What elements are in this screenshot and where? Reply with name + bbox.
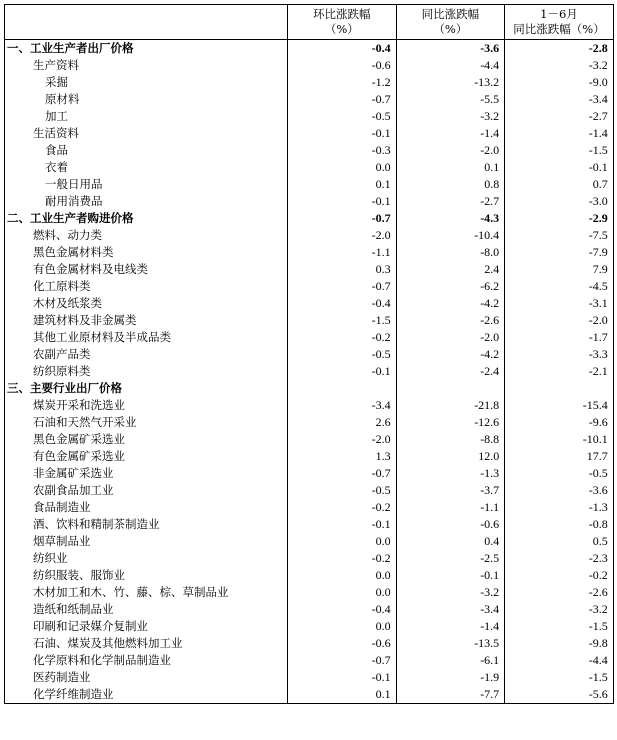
row-label: 医药制造业 — [5, 669, 288, 686]
yoy-value: -3.4 — [396, 601, 505, 618]
mom-value: -0.4 — [288, 601, 397, 618]
row-label: 酒、饮料和精制茶制造业 — [5, 516, 288, 533]
yoy-value: 0.8 — [396, 176, 505, 193]
table-row — [5, 516, 614, 533]
row-label: 纺织服装、服饰业 — [5, 567, 288, 584]
ytd-value: -2.0 — [505, 312, 614, 329]
table-row — [5, 414, 614, 431]
table-row — [5, 397, 614, 414]
mom-value: -1.2 — [288, 74, 397, 91]
yoy-value: -2.4 — [396, 363, 505, 380]
yoy-value: -2.7 — [396, 193, 505, 210]
row-label: 石油、煤炭及其他燃料加工业 — [5, 635, 288, 652]
mom-value: -0.4 — [288, 40, 397, 58]
mom-value: -1.1 — [288, 244, 397, 261]
table-row — [5, 176, 614, 193]
mom-value: -0.4 — [288, 295, 397, 312]
header-mom-line1: 环比涨跌幅 — [313, 7, 371, 21]
table-row — [5, 278, 614, 295]
row-label: 煤炭开采和洗选业 — [5, 397, 288, 414]
ytd-value: -1.5 — [505, 142, 614, 159]
header-ytd — [505, 5, 614, 40]
mom-value: 0.0 — [288, 567, 397, 584]
yoy-value: -1.3 — [396, 465, 505, 482]
ytd-value: 17.7 — [505, 448, 614, 465]
row-label: 三、主要行业出厂价格 — [5, 380, 288, 397]
header-mom-line2: （%） — [324, 22, 359, 36]
row-label: 生产资料 — [5, 57, 288, 74]
ytd-value: -7.5 — [505, 227, 614, 244]
table-row — [5, 244, 614, 261]
row-label: 化学原料和化学制品制造业 — [5, 652, 288, 669]
row-label: 纺织原料类 — [5, 363, 288, 380]
ytd-value: -3.3 — [505, 346, 614, 363]
yoy-value: -7.7 — [396, 686, 505, 704]
mom-value: -2.0 — [288, 431, 397, 448]
row-label: 木材加工和木、竹、藤、棕、草制品业 — [5, 584, 288, 601]
ytd-value: -1.5 — [505, 618, 614, 635]
mom-value: -0.2 — [288, 329, 397, 346]
mom-value: 0.0 — [288, 159, 397, 176]
row-label: 其他工业原材料及半成品类 — [5, 329, 288, 346]
yoy-value: -8.0 — [396, 244, 505, 261]
mom-value: -0.3 — [288, 142, 397, 159]
row-label: 生活资料 — [5, 125, 288, 142]
table-row — [5, 346, 614, 363]
mom-value: -1.5 — [288, 312, 397, 329]
mom-value: -0.1 — [288, 516, 397, 533]
table-row — [5, 125, 614, 142]
yoy-value: -1.1 — [396, 499, 505, 516]
row-label: 建筑材料及非金属类 — [5, 312, 288, 329]
table-header-row — [5, 5, 614, 40]
yoy-value: 2.4 — [396, 261, 505, 278]
row-label: 耐用消费品 — [5, 193, 288, 210]
row-label: 食品制造业 — [5, 499, 288, 516]
row-label: 木材及纸浆类 — [5, 295, 288, 312]
ytd-value: -10.1 — [505, 431, 614, 448]
table-row — [5, 193, 614, 210]
mom-value: -0.7 — [288, 91, 397, 108]
ytd-value: -1.5 — [505, 669, 614, 686]
ytd-value: -1.4 — [505, 125, 614, 142]
yoy-value: -5.5 — [396, 91, 505, 108]
table-row — [5, 550, 614, 567]
row-label: 一、工业生产者出厂价格 — [5, 40, 288, 58]
table-row — [5, 57, 614, 74]
mom-value: -0.1 — [288, 125, 397, 142]
yoy-value: -12.6 — [396, 414, 505, 431]
ytd-value: -3.1 — [505, 295, 614, 312]
row-label: 食品 — [5, 142, 288, 159]
row-label: 石油和天然气开采业 — [5, 414, 288, 431]
table-row — [5, 618, 614, 635]
mom-value: 0.1 — [288, 686, 397, 704]
yoy-value: 0.4 — [396, 533, 505, 550]
yoy-value: -0.6 — [396, 516, 505, 533]
table-row — [5, 210, 614, 227]
mom-value: -0.1 — [288, 669, 397, 686]
header-ytd-line1: 1－6月 — [540, 7, 578, 21]
yoy-value — [396, 380, 505, 397]
table-row — [5, 227, 614, 244]
row-label: 有色金属材料及电线类 — [5, 261, 288, 278]
row-label: 二、工业生产者购进价格 — [5, 210, 288, 227]
table-row — [5, 601, 614, 618]
mom-value: 0.0 — [288, 618, 397, 635]
ytd-value: -2.9 — [505, 210, 614, 227]
ytd-value: -4.5 — [505, 278, 614, 295]
table-row — [5, 584, 614, 601]
table-row — [5, 40, 614, 58]
yoy-value: -4.3 — [396, 210, 505, 227]
mom-value: -0.7 — [288, 465, 397, 482]
mom-value: -0.7 — [288, 210, 397, 227]
row-label: 化学纤维制造业 — [5, 686, 288, 704]
row-label: 非金属矿采选业 — [5, 465, 288, 482]
table-row — [5, 295, 614, 312]
table-row — [5, 431, 614, 448]
ytd-value: 7.9 — [505, 261, 614, 278]
ytd-value: -0.5 — [505, 465, 614, 482]
mom-value: -0.6 — [288, 635, 397, 652]
mom-value: 0.1 — [288, 176, 397, 193]
ytd-value: -7.9 — [505, 244, 614, 261]
yoy-value: -4.2 — [396, 346, 505, 363]
yoy-value: 12.0 — [396, 448, 505, 465]
ytd-value: 0.7 — [505, 176, 614, 193]
table-row — [5, 108, 614, 125]
table-row — [5, 465, 614, 482]
ytd-value: -1.7 — [505, 329, 614, 346]
row-label: 燃料、动力类 — [5, 227, 288, 244]
row-label: 化工原料类 — [5, 278, 288, 295]
ytd-value: -0.8 — [505, 516, 614, 533]
table-row — [5, 142, 614, 159]
yoy-value: -4.2 — [396, 295, 505, 312]
table-row — [5, 363, 614, 380]
mom-value: 2.6 — [288, 414, 397, 431]
ytd-value: -2.1 — [505, 363, 614, 380]
yoy-value: -6.1 — [396, 652, 505, 669]
table-row — [5, 482, 614, 499]
row-label: 有色金属矿采选业 — [5, 448, 288, 465]
row-label: 原材料 — [5, 91, 288, 108]
price-index-table — [4, 4, 614, 704]
row-label: 加工 — [5, 108, 288, 125]
row-label: 农副产品类 — [5, 346, 288, 363]
yoy-value: -2.0 — [396, 142, 505, 159]
ytd-value: -3.2 — [505, 601, 614, 618]
table-row — [5, 261, 614, 278]
header-ytd-line2: 同比涨跌幅（%） — [513, 22, 605, 36]
mom-value: 1.3 — [288, 448, 397, 465]
mom-value: -0.2 — [288, 499, 397, 516]
table-row — [5, 533, 614, 550]
ytd-value: -2.8 — [505, 40, 614, 58]
table-row — [5, 686, 614, 704]
table-body — [5, 40, 614, 704]
row-label: 衣着 — [5, 159, 288, 176]
ytd-value: 0.5 — [505, 533, 614, 550]
yoy-value: -13.2 — [396, 74, 505, 91]
yoy-value: 0.1 — [396, 159, 505, 176]
table-row — [5, 652, 614, 669]
yoy-value: -1.4 — [396, 125, 505, 142]
ytd-value: -0.1 — [505, 159, 614, 176]
ytd-value: -3.2 — [505, 57, 614, 74]
row-label: 造纸和纸制品业 — [5, 601, 288, 618]
header-mom — [288, 5, 397, 40]
yoy-value: -21.8 — [396, 397, 505, 414]
row-label: 一般日用品 — [5, 176, 288, 193]
ytd-value: -9.0 — [505, 74, 614, 91]
mom-value: 0.0 — [288, 533, 397, 550]
table-row — [5, 635, 614, 652]
mom-value: -0.7 — [288, 278, 397, 295]
yoy-value: -3.6 — [396, 40, 505, 58]
yoy-value: -1.9 — [396, 669, 505, 686]
table-row — [5, 74, 614, 91]
row-label: 烟草制品业 — [5, 533, 288, 550]
ytd-value: -2.7 — [505, 108, 614, 125]
table-row — [5, 329, 614, 346]
row-label: 黑色金属矿采选业 — [5, 431, 288, 448]
mom-value: -0.2 — [288, 550, 397, 567]
ytd-value: -3.4 — [505, 91, 614, 108]
table-row — [5, 448, 614, 465]
table-row — [5, 159, 614, 176]
row-label: 黑色金属材料类 — [5, 244, 288, 261]
ytd-value: -4.4 — [505, 652, 614, 669]
mom-value: -0.6 — [288, 57, 397, 74]
table-row — [5, 499, 614, 516]
mom-value: -3.4 — [288, 397, 397, 414]
mom-value: -0.1 — [288, 193, 397, 210]
ytd-value: -1.3 — [505, 499, 614, 516]
yoy-value: -10.4 — [396, 227, 505, 244]
yoy-value: -2.6 — [396, 312, 505, 329]
mom-value: 0.0 — [288, 584, 397, 601]
ytd-value: -2.3 — [505, 550, 614, 567]
ytd-value: -3.0 — [505, 193, 614, 210]
table-row — [5, 567, 614, 584]
yoy-value: -4.4 — [396, 57, 505, 74]
header-yoy-line2: （%） — [433, 22, 468, 36]
yoy-value: -13.5 — [396, 635, 505, 652]
row-label: 印刷和记录媒介复制业 — [5, 618, 288, 635]
header-category — [5, 5, 288, 40]
yoy-value: -3.7 — [396, 482, 505, 499]
mom-value: -0.5 — [288, 482, 397, 499]
yoy-value: -3.2 — [396, 584, 505, 601]
yoy-value: -1.4 — [396, 618, 505, 635]
ytd-value — [505, 380, 614, 397]
mom-value: -0.5 — [288, 108, 397, 125]
table-row — [5, 91, 614, 108]
row-label: 农副食品加工业 — [5, 482, 288, 499]
mom-value: -0.1 — [288, 363, 397, 380]
yoy-value: -8.8 — [396, 431, 505, 448]
mom-value: 0.3 — [288, 261, 397, 278]
table-row — [5, 380, 614, 397]
mom-value — [288, 380, 397, 397]
table-row — [5, 312, 614, 329]
ytd-value: -15.4 — [505, 397, 614, 414]
ytd-value: -9.8 — [505, 635, 614, 652]
yoy-value: -2.5 — [396, 550, 505, 567]
mom-value: -0.7 — [288, 652, 397, 669]
table-row — [5, 669, 614, 686]
ytd-value: -0.2 — [505, 567, 614, 584]
ytd-value: -3.6 — [505, 482, 614, 499]
ytd-value: -9.6 — [505, 414, 614, 431]
header-yoy — [396, 5, 505, 40]
row-label: 纺织业 — [5, 550, 288, 567]
header-yoy-line1: 同比涨跌幅 — [421, 7, 480, 21]
row-label: 采掘 — [5, 74, 288, 91]
mom-value: -0.5 — [288, 346, 397, 363]
ytd-value: -2.6 — [505, 584, 614, 601]
yoy-value: -6.2 — [396, 278, 505, 295]
yoy-value: -3.2 — [396, 108, 505, 125]
mom-value: -2.0 — [288, 227, 397, 244]
ytd-value: -5.6 — [505, 686, 614, 704]
yoy-value: -0.1 — [396, 567, 505, 584]
yoy-value: -2.0 — [396, 329, 505, 346]
